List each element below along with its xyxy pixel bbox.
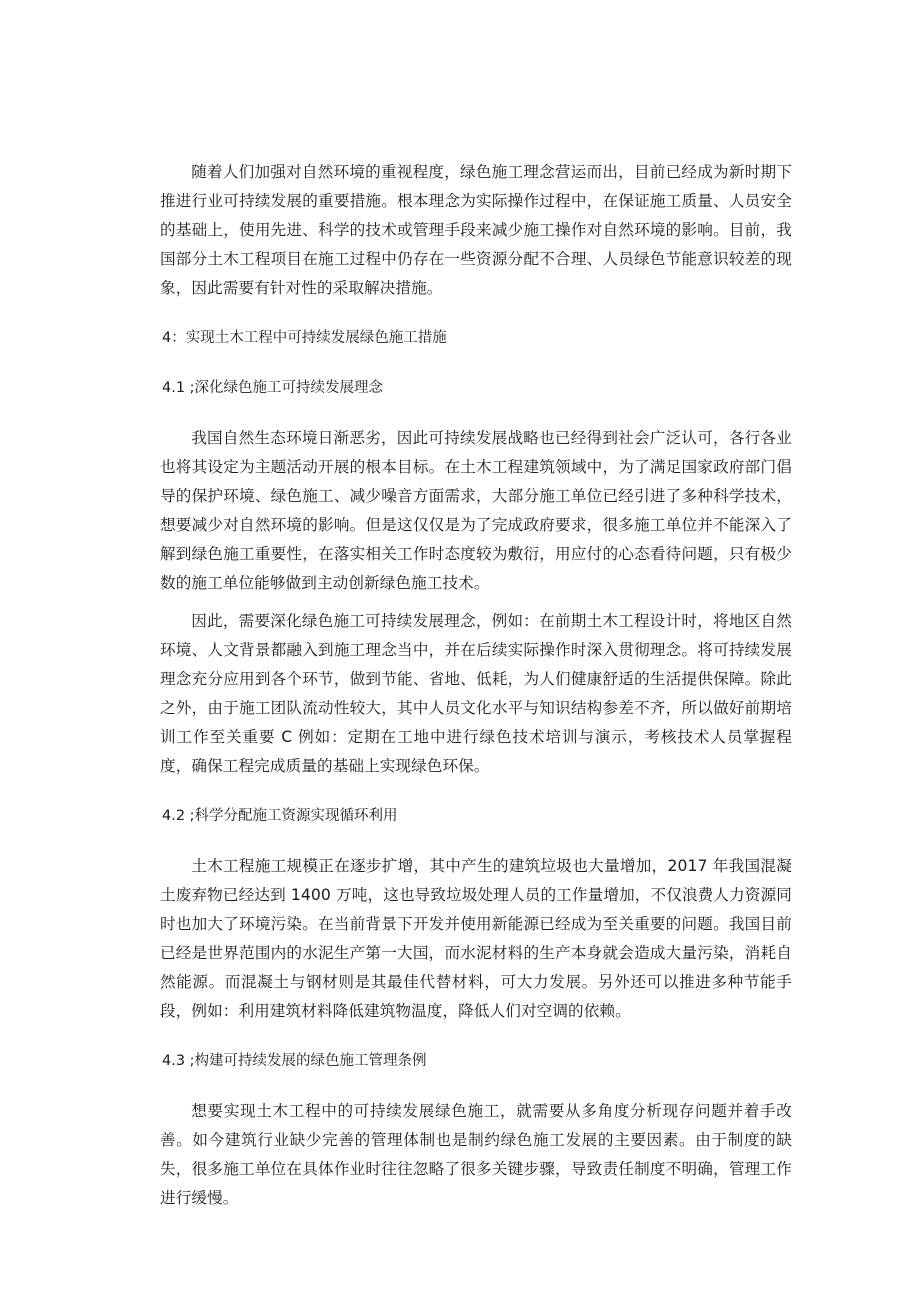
section-4-2-heading: 4.2 ;科学分配施工资源实现循环利用 [162, 808, 398, 824]
section-4-3-heading: 4.3 ;构建可持续发展的绿色施工管理条例 [162, 1053, 427, 1069]
spacer [160, 403, 792, 424]
section-4-1-paragraph-1: 我国自然生态环境日渐恶劣，因此可持续发展战略也已经得到社会广泛认可，各行各业也将其设定为主题活动开展的根本目标。在土木工程建筑领域中，为了满足国家政府部门倡导的保护环境、绿色施工、减少噪音方面需求，大部分施工单位已经引进了多种科学技术，想要减少对自然环境的影响。但是这仅仅是为了完成政府要求，很多施工单位并不能深入了解到绿色施工重要性，在落实相关工作时态度较为敷衍，用应付的心态看待问题，只有极少数的施工单位能够做到主动创新绿色施工技术。 [160, 429, 792, 592]
spacer [160, 353, 792, 374]
section-4-2-paragraph-1: 土木工程施工规模正在逐步扩增，其中产生的建筑垃圾也大量增加，2017 年我国混凝土废弃物已经达到 1400 万吨，这也导致垃圾处理人员的工作量增加，不仅浪费人力资源同时也加大了环境污染。在当前背景下开发并使用新能源已经成为至关重要的问题。我国目前已经是世界范围内的水泥生产第一大国，而水泥材料的生产本身就会造成大量污染，消耗自然能源。而混凝土与钢材则是其最佳代替材料，可大力发展。另外还可以推进多种节能手段，例如：利用建筑材料降低建筑物温度，降低人们对空调的依赖。 [160, 857, 792, 1020]
section-4-1-paragraph-2: 因此，需要深化绿色施工可持续发展理念，例如：在前期土木工程设计时，将地区自然环境、人文背景都融入到施工理念当中，并在后续实际操作时深入贯彻理念。将可持续发展理念充分应用到各个环节，做到节能、省地、低耗，为人们健康舒适的生活提供保障。除此之外，由于施工团队流动性较大，其中人员文化水平与知识结构参差不齐，所以做好前期培训工作至关重要 C 例如：定期在工地中进行绿色技术培训与演示，考核技术人员掌握程度，确保工程完成质量的基础上实现绿色环保。 [160, 612, 792, 775]
spacer [160, 831, 792, 852]
spacer [160, 1076, 792, 1097]
spacer [160, 1026, 792, 1047]
spacer [160, 598, 792, 607]
spacer [160, 781, 792, 802]
section-4-3-paragraph-1: 想要实现土木工程中的可持续发展绿色施工，就需要从多角度分析现存问题并着手改善。如今建筑行业缺少完善的管理体制也是制约绿色施工发展的主要因素。由于制度的缺失，很多施工单位在具体作业时往往忽略了很多关键步骤，导致责任制度不明确，管理工作进行缓慢。 [160, 1102, 792, 1207]
section-4-heading: 4：实现土木工程中可持续发展绿色施工措施 [162, 330, 447, 346]
document-body [160, 158, 792, 1213]
intro-paragraph: 随着人们加强对自然环境的重视程度，绿色施工理念营运而出，目前已经成为新时期下推进行业可持续发展的重要措施。根本理念为实际操作过程中，在保证施工质量、人员安全的基础上，使用先进、科学的技术或管理手段来减少施工操作对自然环境的影响。目前，我国部分土木工程项目在施工过程中仍存在一些资源分配不合理、人员绿色节能意识较差的现象，因此需要有针对性的采取解决措施。 [160, 163, 792, 297]
section-4-1-heading: 4.1 ;深化绿色施工可持续发展理念 [162, 380, 384, 396]
spacer [160, 303, 792, 324]
